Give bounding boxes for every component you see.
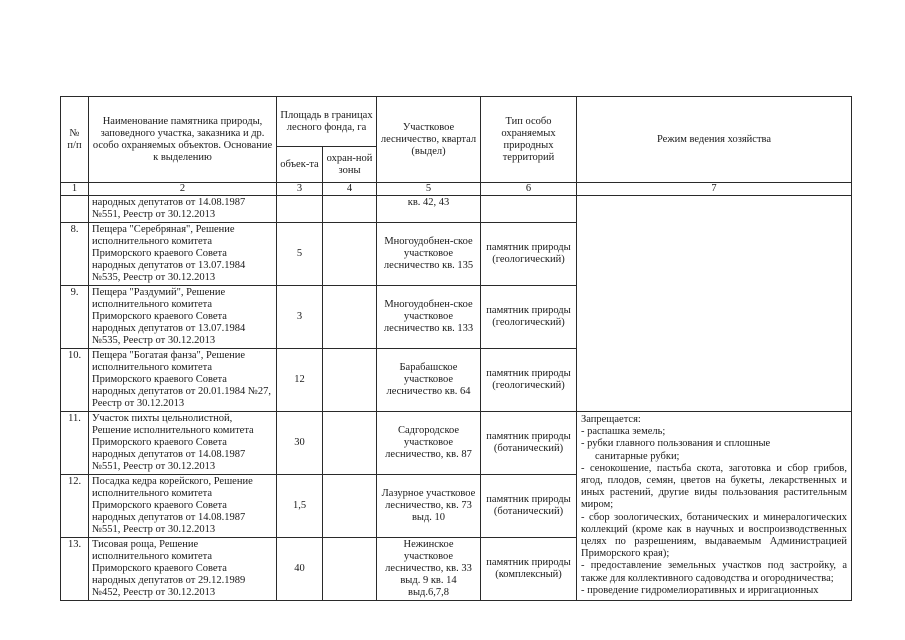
row-type: памятник природы (ботанический) <box>481 412 577 475</box>
row-area-zone <box>323 349 377 412</box>
header-num: № п/п <box>61 97 89 183</box>
row-name: Участок пихты цельнолистной, Решение исполнительного комитета Приморского краевого Совета народных депутатов от 14.08.1987 №551, Реестр от 30.12.2013 <box>89 412 277 475</box>
row-area-zone <box>323 196 377 223</box>
row-area-object: 40 <box>277 538 323 601</box>
row-area-zone <box>323 475 377 538</box>
regime-item: - сенокошение, пастьба скота, заготовка и сбор грибов, ягод, плодов, семян, цветов на букеты, лекарственных и иных растений, другие виды пользования растительным миром; <box>581 462 847 511</box>
row-area-object: 3 <box>277 286 323 349</box>
protected-areas-table <box>60 96 852 601</box>
regime-title: Запрещается: <box>581 414 641 425</box>
header-row <box>61 97 852 147</box>
row-area-object: 30 <box>277 412 323 475</box>
row-num: 9. <box>61 286 89 349</box>
row-name: Пещера "Богатая фанза", Решение исполнительного комитета Приморского краевого Совета народных депутатов от 20.01.1984 №27, Реестр от 30.12.2013 <box>89 349 277 412</box>
regime-item: санитарные рубки; <box>595 450 680 462</box>
regime-cell <box>577 412 852 601</box>
row-num: 11. <box>61 412 89 475</box>
regime-item: - сбор зоологических, ботанических и минералогических коллекций (кроме как в научных и воспроизводственных целях по разрешениям, выдаваемым Администрацией Приморского края); <box>581 511 847 560</box>
header-type: Тип особо охраняемых природных территорий <box>481 97 577 183</box>
row-area-object: 5 <box>277 223 323 286</box>
row-forestry: кв. 42, 43 <box>377 196 481 223</box>
row-forestry: Барабашское участковое лесничество кв. 64 <box>377 349 481 412</box>
row-forestry: Нежинское участковое лесничество, кв. 33 выд. 9 кв. 14 выд.6,7,8 <box>377 538 481 601</box>
header-area: Площадь в границах лесного фонда, га <box>277 97 377 147</box>
row-name: Пещера "Серебряная", Решение исполнительного комитета Приморского краевого Совета народных депутатов от 13.07.1984 №535, Реестр от 30.12.2013 <box>89 223 277 286</box>
column-number: 7 <box>577 183 852 196</box>
row-type: памятник природы (геологический) <box>481 223 577 286</box>
row-area-zone <box>323 412 377 475</box>
header-area-object: объек-та <box>277 147 323 183</box>
column-number-row <box>61 183 852 196</box>
row-name: Пещера "Раздумий", Решение исполнительного комитета Приморского краевого Совета народных депутатов от 13.07.1984 №535, Реестр от 30.12.2013 <box>89 286 277 349</box>
row-area-zone <box>323 223 377 286</box>
regime-empty-cell <box>577 196 852 412</box>
row-forestry: Лазурное участковое лесничество, кв. 73 выд. 10 <box>377 475 481 538</box>
table-row <box>61 196 852 223</box>
row-type: памятник природы (геологический) <box>481 349 577 412</box>
column-number: 2 <box>89 183 277 196</box>
regime-item: - проведение гидромелиоративных и ирригационных <box>581 584 819 596</box>
row-area-object <box>277 196 323 223</box>
row-name: народных депутатов от 14.08.1987 №551, Реестр от 30.12.2013 <box>89 196 277 223</box>
header-forestry: Участковое лесничество, квартал (выдел) <box>377 97 481 183</box>
row-area-object: 12 <box>277 349 323 412</box>
row-num: 13. <box>61 538 89 601</box>
regime-item: - рубки главного пользования и сплошные <box>581 438 771 450</box>
header-area-zone: охран-ной зоны <box>323 147 377 183</box>
header-regime: Режим ведения хозяйства <box>577 97 852 183</box>
column-number: 6 <box>481 183 577 196</box>
row-num: 10. <box>61 349 89 412</box>
row-type: памятник природы (геологический) <box>481 286 577 349</box>
row-area-zone <box>323 286 377 349</box>
column-number: 3 <box>277 183 323 196</box>
column-number: 5 <box>377 183 481 196</box>
row-num <box>61 196 89 223</box>
row-name: Тисовая роща, Решение исполнительного комитета Приморского краевого Совета народных депутатов от 29.12.1989 №452, Реестр от 30.12.2013 <box>89 538 277 601</box>
row-type: памятник природы (комплексный) <box>481 538 577 601</box>
regime-item: - распашка земель; <box>581 426 666 438</box>
row-type: памятник природы (ботанический) <box>481 475 577 538</box>
table-row <box>61 412 852 475</box>
row-type <box>481 196 577 223</box>
row-num: 8. <box>61 223 89 286</box>
row-num: 12. <box>61 475 89 538</box>
header-name: Наименование памятника природы, заповедного участка, заказника и др. особо охраняемых объектов. Основание к выделению <box>89 97 277 183</box>
row-forestry: Садгородское участковое лесничество, кв. 87 <box>377 412 481 475</box>
row-name: Посадка кедра корейского, Решение исполнительного комитета Приморского краевого Совета народных депутатов от 14.08.1987 №551, Реестр от 30.12.2013 <box>89 475 277 538</box>
column-number: 1 <box>61 183 89 196</box>
row-forestry: Многоудобнен-ское участковое лесничество кв. 133 <box>377 286 481 349</box>
regime-item: - предоставление земельных участков под застройку, а также для коллективного садоводства и огородничества; <box>581 560 847 584</box>
row-forestry: Многоудобнен-ское участковое лесничество кв. 135 <box>377 223 481 286</box>
row-area-object: 1,5 <box>277 475 323 538</box>
row-area-zone <box>323 538 377 601</box>
column-number: 4 <box>323 183 377 196</box>
